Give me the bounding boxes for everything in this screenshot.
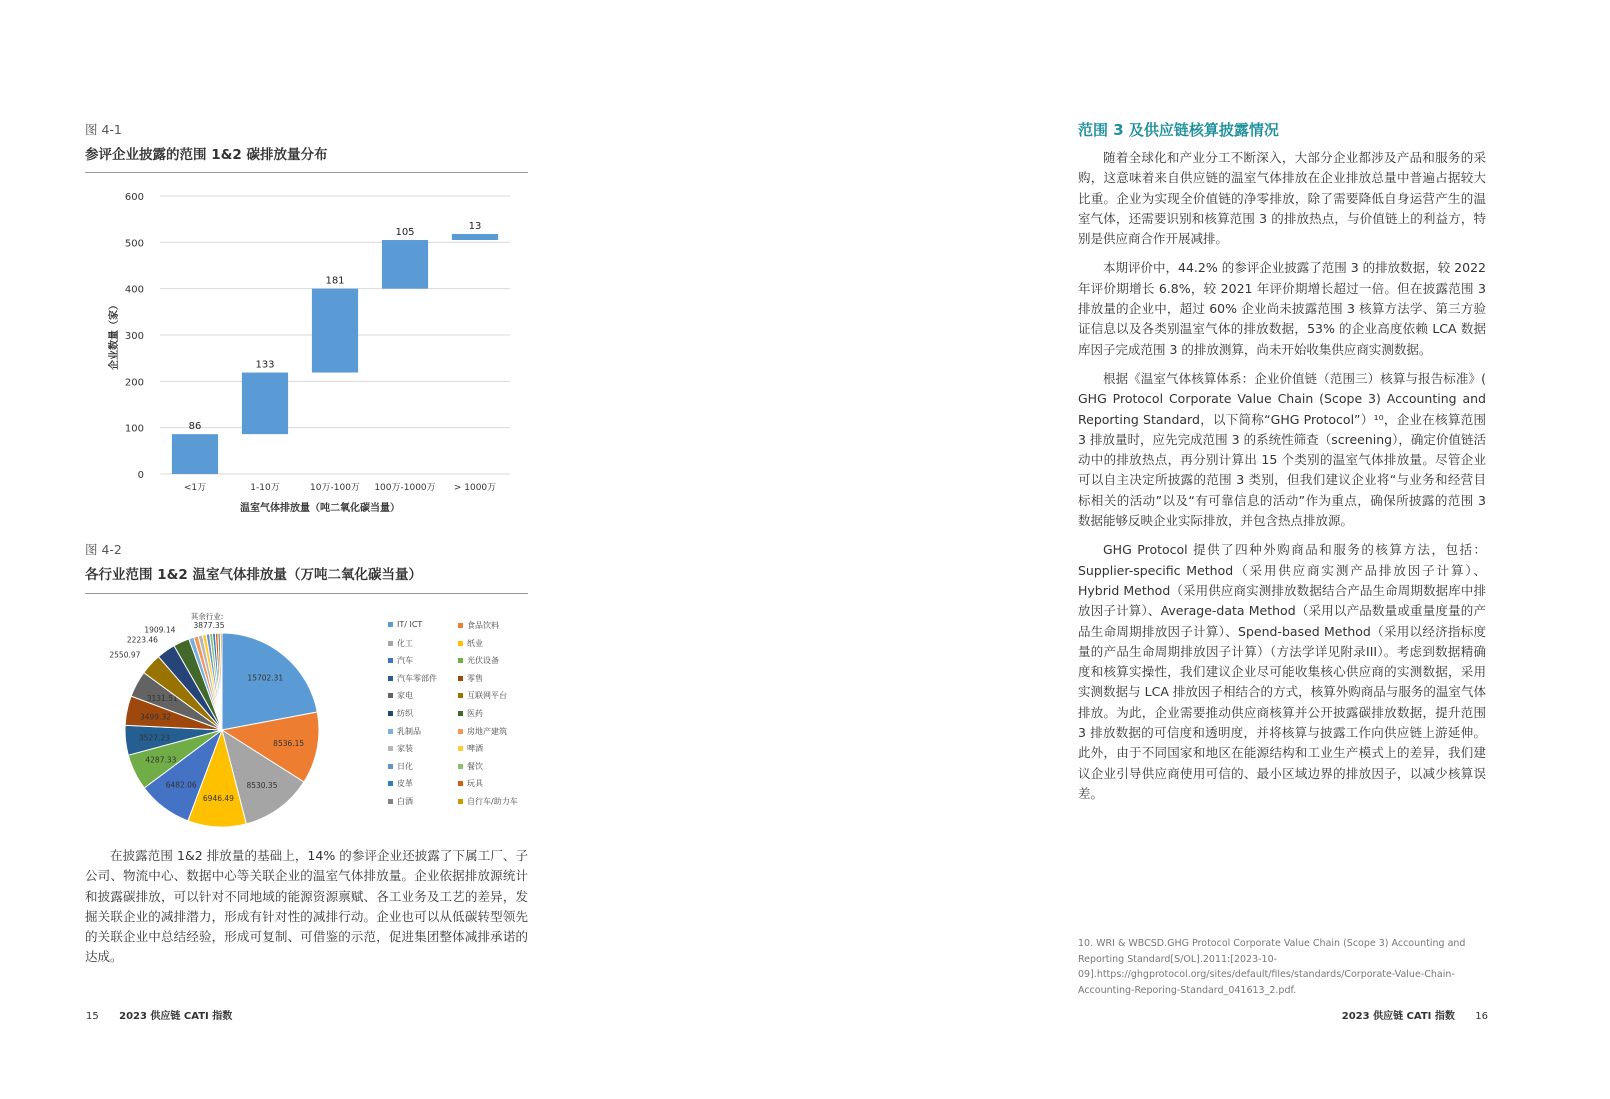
legend-label-5: 光伏设备 — [467, 656, 499, 666]
figure-1-rule — [85, 172, 528, 173]
y-tick-label-4: 400 — [124, 284, 144, 296]
legend-item-17 — [458, 761, 483, 772]
legend-label-8: 家电 — [397, 691, 413, 701]
legend-swatch-6 — [388, 676, 393, 681]
emissions-distribution-chart — [85, 178, 530, 523]
legend-swatch-1 — [458, 623, 463, 628]
figure-2-rule — [85, 593, 528, 594]
bar-value-label-2: 181 — [325, 275, 345, 287]
legend-item-15 — [458, 743, 483, 754]
legend-swatch-15 — [458, 746, 463, 751]
bar-value-label-1: 133 — [255, 359, 275, 371]
legend-item-13 — [458, 726, 507, 737]
legend-item-18 — [388, 778, 413, 789]
right-paragraph-1: 随着全球化和产业分工不断深入，大部分企业都涉及产品和服务的采购，这意味着来自供应链的温室气体排放在企业排放总量中普遍占据较大比重。企业为实现全价值链的净零排放，除了需要降低自身运营产生的温室气体，还需要识别和核算范围 3 的排放热点，与价值链上的利益方，特别是供应商合作开展减排。 — [1078, 150, 1486, 247]
bar-0 — [172, 434, 218, 474]
legend-swatch-3 — [458, 641, 463, 646]
x-tick-label-3: 100万-1000万 — [374, 483, 436, 493]
legend-label-14: 家装 — [397, 744, 413, 754]
legend-label-20: 白酒 — [397, 797, 413, 806]
legend-label-21: 自行车/助力车 — [467, 797, 518, 806]
legend-swatch-8 — [388, 693, 393, 698]
legend-label-11: 医药 — [467, 709, 483, 718]
legend-item-12 — [388, 726, 421, 737]
y-tick-label-2: 200 — [124, 377, 144, 389]
pie-slice-label-5: 4287.33 — [145, 755, 177, 765]
legend-item-8 — [388, 690, 413, 701]
legend-label-1: 食品饮料 — [467, 621, 499, 630]
industry-emissions-pie-chart — [85, 600, 385, 840]
legend-item-2 — [388, 638, 413, 649]
legend-item-3 — [458, 638, 483, 649]
bar-1 — [242, 373, 288, 435]
bar-value-label-0: 86 — [188, 421, 202, 433]
left-footer — [86, 1007, 232, 1022]
legend-label-2: 化工 — [397, 638, 413, 648]
bar-2 — [312, 289, 358, 373]
legend-swatch-19 — [458, 781, 463, 786]
pie-slice-label-10: 2223.46 — [126, 635, 158, 645]
x-tick-label-2: 10万-100万 — [310, 483, 360, 493]
bar-3 — [382, 240, 428, 289]
x-tick-label-0: <1万 — [183, 483, 207, 493]
legend-swatch-17 — [458, 764, 463, 769]
legend-item-16 — [388, 761, 413, 772]
bar-value-label-3: 105 — [395, 227, 415, 239]
right-paragraph-2: 本期评价中，44.2% 的参评企业披露了范围 3 的排放数据，较 2022 年评价期增长 6.8%，较 2021 年评价期增长超过一倍。但在披露范围 3 排放量的企业中，超过 60% 企业尚未披露范围 3 核算方法学、第三方验证信息以及各类别温室气体的排放数据，53% 的企业高度依赖 LCA 数据库因子完成范围 3 的排放测算，尚未开始收集供应商实测数据。 — [1078, 260, 1486, 357]
legend-item-14 — [388, 743, 413, 754]
pie-slice-label-8: 3131.51 — [146, 693, 178, 703]
legend-label-12: 乳制品 — [397, 726, 421, 736]
legend-item-19 — [458, 778, 483, 789]
legend-item-21 — [458, 796, 518, 807]
legend-item-9 — [458, 690, 507, 701]
bar-4 — [452, 234, 498, 240]
legend-swatch-4 — [388, 658, 393, 663]
pie-slice-label-3: 6946.49 — [202, 793, 234, 803]
pie-slice-label-1: 8536.15 — [273, 738, 305, 748]
pie-slice-label-7: 3499.32 — [139, 712, 171, 722]
legend-swatch-18 — [388, 781, 393, 786]
legend-swatch-0 — [388, 622, 393, 627]
left-page-number: 15 — [86, 1011, 99, 1022]
pie-slice-label-6: 3527.23 — [138, 733, 170, 743]
figure-2-number: 图 4-2 — [85, 542, 122, 557]
y-axis-title: 企业数量（家） — [109, 300, 120, 370]
footnote: 10. WRI & WBCSD.GHG Protocol Corporate Value Chain (Scope 3) Accounting and Reporting Standard[S/OL].2011:[2023-10-09].https://ghgprotocol.org/sites/default/files/standards/Corporate-Value-Chain-Accounting-Reporing-Standard_041613_2.pdf. — [1078, 938, 1466, 996]
right-page-number: 16 — [1475, 1011, 1488, 1022]
legend-item-10 — [388, 708, 413, 719]
legend-swatch-2 — [388, 641, 393, 646]
bar-value-label-4: 13 — [468, 220, 482, 232]
legend-swatch-14 — [388, 746, 393, 751]
pie-slice-label-0: 15702.31 — [247, 673, 284, 683]
pie-legend — [388, 620, 538, 820]
legend-item-20 — [388, 796, 413, 807]
pie-slice-label-9: 2550.97 — [109, 650, 141, 660]
right-footer-title: 2023 供应链 CATI 指数 — [1341, 1011, 1455, 1022]
legend-label-15: 啤酒 — [467, 744, 483, 754]
legend-label-7: 零售 — [467, 673, 483, 683]
section-title: 范围 3 及供应链核算披露情况 — [1078, 121, 1279, 139]
legend-item-11 — [458, 708, 483, 719]
legend-item-0 — [388, 620, 422, 629]
legend-label-16: 日化 — [397, 761, 413, 771]
pie-slice-label-4: 6482.06 — [165, 780, 197, 790]
legend-label-13: 房地产建筑 — [467, 726, 507, 736]
legend-swatch-11 — [458, 711, 463, 716]
y-tick-label-1: 100 — [124, 423, 144, 435]
legend-item-6 — [388, 673, 437, 684]
legend-swatch-10 — [388, 711, 393, 716]
legend-swatch-12 — [388, 729, 393, 734]
legend-label-9: 互联网平台 — [467, 691, 507, 701]
right-paragraph-3: 根据《温室气体核算体系：企业价值链（范围三）核算与报告标准》( GHG Protocol Corporate Value Chain (Scope 3) Accounting and Reporting Standard，以下简称“GHG Protocol”）¹⁰，企业在核算范围 3 排放量时，应先完成范围 3 的系统性筛查（screening），确定价值链活动中的排放热点，再分别计算出 15 个类别的温室气体排放量。尽管企业可以自主决定所披露的范围 3 类别，但我们建议企业将“与业务和经营目标相关的活动”以及“有可靠信息的活动”作为重点，确保所披露的范围 3 数据能够反映企业实际排放，并包含热点排放源。 — [1078, 370, 1486, 529]
legend-swatch-21 — [458, 799, 463, 804]
legend-label-0: IT/ ICT — [397, 620, 423, 629]
legend-swatch-5 — [458, 658, 463, 663]
pie-slice-label-2: 8530.35 — [246, 780, 278, 790]
y-tick-label-6: 600 — [124, 192, 144, 203]
legend-swatch-13 — [458, 729, 463, 734]
legend-swatch-16 — [388, 764, 393, 769]
legend-item-4 — [388, 655, 413, 666]
legend-label-10: 纺织 — [397, 709, 413, 718]
legend-label-19: 玩具 — [467, 779, 483, 789]
legend-label-18: 皮革 — [397, 779, 413, 789]
figure-1-title: 参评企业披露的范围 1&2 碳排放量分布 — [85, 147, 328, 163]
y-tick-label-0: 0 — [137, 470, 144, 481]
right-paragraph-4: GHG Protocol 提供了四种外购商品和服务的核算方法，包括：Supplier-specific Method（采用供应商实测产品排放因子计算）、Hybrid Method（采用供应商实测排放数据结合产品生命周期数据库中排放因子计算）、Average-data Method（采用以产品数量或重量度量的产品生命周期排放因子计算）、Spend-based Method（采用以经济指标度量的产品生命周期排放因子计算）（方法学详见附录III）。考虑到数据精确度和核算实操性，我们建议企业尽可能收集核心供应商的实测数据，采用实测数据与 LCA 排放因子相结合的方式，核算外购商品与服务的温室气体排放。为此，企业需要推动供应商核算并公开披露碳排放数据，提升范围 3 排放数据的可信度和透明度，并将核算与披露工作向供应链上游延伸。此外，由于不同国家和地区在能源结构和工业生产模式上的差异，我们建议企业引导供应商使用可信的、最小区域边界的排放因子，以减少核算误差。 — [1078, 542, 1486, 801]
x-axis-title: 温室气体排放量（吨二氧化碳当量） — [240, 503, 400, 514]
figure-1-number: 图 4-1 — [85, 122, 122, 137]
other-industries-value: 3877.35 — [193, 621, 225, 630]
right-footer — [1342, 1007, 1488, 1022]
legend-swatch-20 — [388, 799, 393, 804]
legend-swatch-9 — [458, 693, 463, 698]
legend-label-3: 纸业 — [467, 638, 483, 648]
right-body — [1078, 148, 1486, 813]
left-footer-title: 2023 供应链 CATI 指数 — [119, 1011, 233, 1022]
legend-swatch-7 — [458, 676, 463, 681]
other-industries-label: 其余行业: — [190, 612, 224, 621]
legend-label-17: 餐饮 — [467, 761, 483, 771]
legend-item-5 — [458, 655, 499, 666]
figure-2-title: 各行业范围 1&2 温室气体排放量（万吨二氧化碳当量） — [85, 567, 422, 583]
left-paragraph-text: 在披露范围 1&2 排放量的基础上，14% 的参评企业还披露了下属工厂、子公司、物流中心、数据中心等关联企业的温室气体排放量。企业依据排放源统计和披露碳排放，可以针对不同地域的能源资源禀赋、各工业务及工艺的差异，发掘关联企业的减排潜力，形成有针对性的减排行动。企业也可以从低碳转型领先的关联企业中总结经验，形成可复制、可借鉴的示范，促进集团整体减排承诺的达成。 — [85, 848, 528, 965]
pie-slice-label-11: 1909.14 — [144, 625, 176, 635]
legend-item-1 — [458, 620, 499, 631]
x-tick-label-4: > 1000万 — [453, 483, 497, 493]
y-tick-label-3: 300 — [124, 331, 144, 342]
left-paragraph — [85, 846, 528, 977]
legend-label-4: 汽车 — [397, 656, 413, 666]
legend-item-7 — [458, 673, 483, 684]
legend-label-6: 汽车零部件 — [397, 673, 437, 683]
x-tick-label-1: 1-10万 — [250, 483, 280, 493]
y-tick-label-5: 500 — [124, 238, 144, 250]
